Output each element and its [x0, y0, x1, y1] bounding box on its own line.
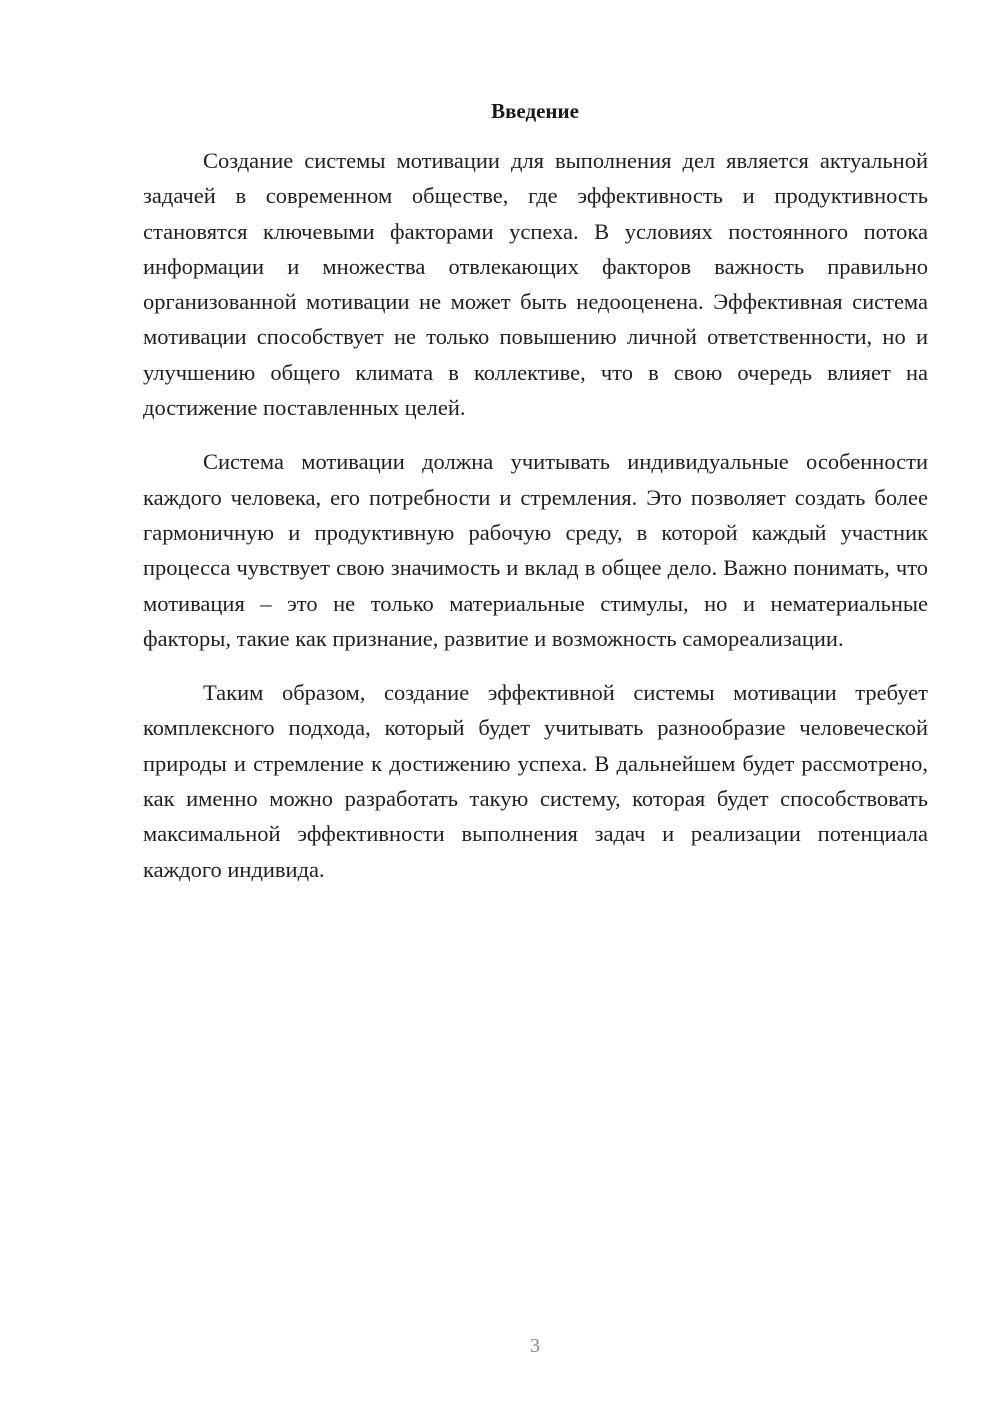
page-number: 3: [530, 1335, 540, 1357]
paragraph-1: Создание системы мотивации для выполнения дел является актуальной задачей в современном обществе, где эффективность и продуктивность становятся ключевыми факторами успеха. В условиях постоянного потока информации и множества отвлекающих факторов важность правильно организованной мотивации не может быть недооценена. Эффективная система мотивации способствует не только повышению личной ответственности, но и улучшению общего климата в коллективе, что в свою очередь влияет на достижение поставленных целей.: [143, 148, 928, 421]
body-text: [143, 143, 928, 906]
paragraph-2: Система мотивации должна учитывать индивидуальные особенности каждого человека, его потребности и стремления. Это позволяет создать более гармоничную и продуктивную рабочую среду, в которой каждый участник процесса чувствует свою значимость и вклад в общее дело. Важно понимать, что мотивация – это не только материальные стимулы, но и нематериальные факторы, такие как признание, развитие и возможность самореализации.: [143, 449, 928, 651]
section-title: Введение: [491, 99, 579, 123]
paragraph-3: Таким образом, создание эффективной системы мотивации требует комплексного подхода, который будет учитывать разнообразие человеческой природы и стремление к достижению успеха. В дальнейшем будет рассмотрено, как именно можно разработать такую систему, которая будет способствовать максимальной эффективности выполнения задач и реализации потенциала каждого индивида.: [143, 680, 928, 882]
